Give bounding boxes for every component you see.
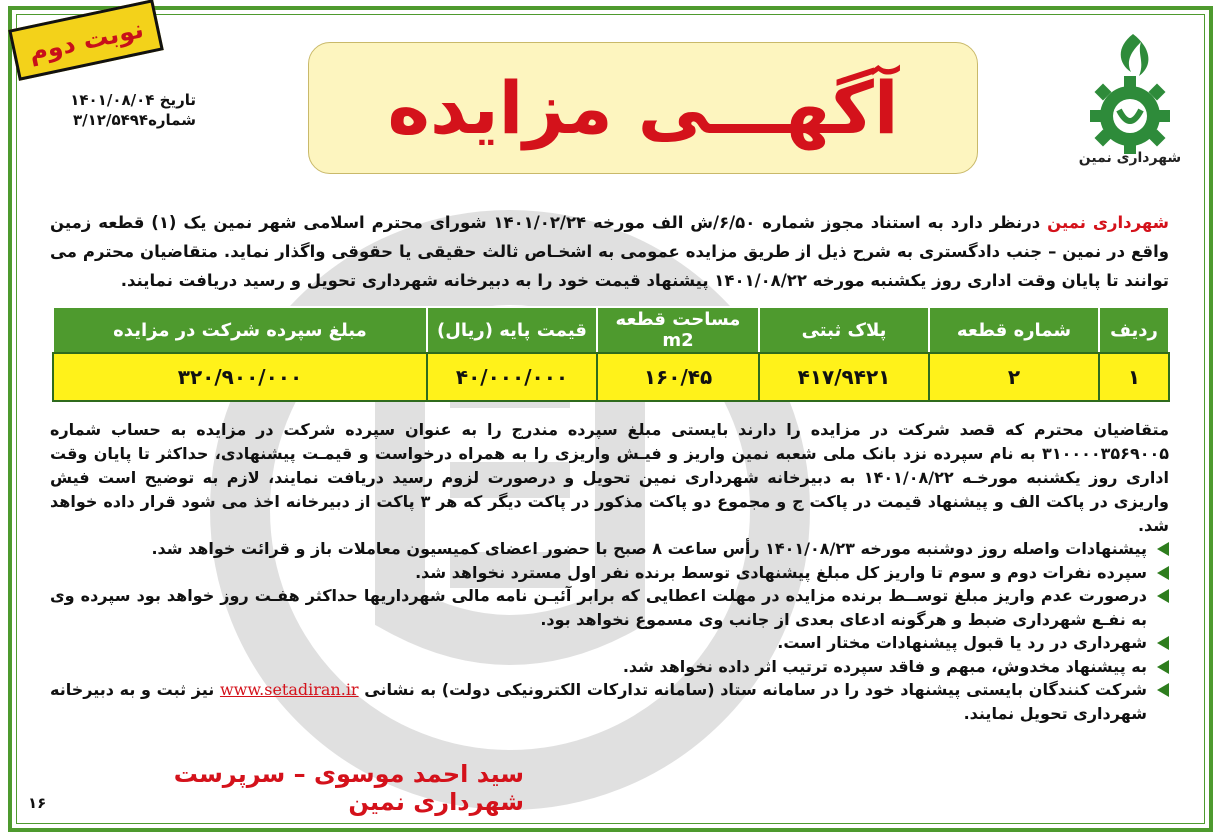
header-row-number: ردیف [1099,307,1169,353]
signature: سید احمد موسوی – سرپرست شهرداری نمین [173,760,524,816]
table-row [53,353,1169,401]
notice-date: تاریخ ۱۴۰۱/۰۸/۰۴ [70,91,196,109]
bullet-arrow-icon [1157,660,1169,674]
page-title: آگهـــی مزایده [387,66,899,150]
bullet-arrow-icon [1157,683,1169,697]
setadiran-link[interactable]: www.setadiran.ir [219,680,359,699]
term-text: درصورت عدم واریز مبلغ توســط برنده مزایده در مهلت اعطایی که برابر آئیـن نامه مالی شهرداریها حداکثر هفـت روز خواهد بود سپرده وی به نفـع شهرداری ضبط و هرگونه ادعای بعدی از جانب وی مسموع نخواهد بود. [50,586,1147,629]
cell-base-price: ۴۰/۰۰۰/۰۰۰ [427,353,597,401]
list-item [50,655,1169,679]
header-base-price: قیمت پایه (ریال) [427,307,597,353]
term-text: به پیشنهاد مخدوش، مبهم و فاقد سپرده ترتیب اثر داده نخواهد شد. [622,656,1147,676]
intro-text: درنظر دارد به استناد مجوز شماره ۶/۵۰/ش الف مورخه ۱۴۰۱/۰۲/۲۴ شورای محترم اسلامی شهر نمین یک (۱) قطعه زمین واقع در نمین – جنب دادگستری به شرح ذیل از طریق مزایده عمومی به اشخـاص ثالث حقیقی یا حقوقی واگذار نماید. متقاضیان محترم می توانند تا پایان وقت اداری روز یکشنبه مورخه ۱۴۰۱/۰۸/۲۲ پیشنهاد قیمت خود را به دبیرخانه شهرداری تحویل و رسید دریافت نمایند. [50,213,1169,290]
header-registry-plate: پلاک ثبتی [759,307,929,353]
list-item [50,537,1169,561]
list-item [50,584,1169,631]
term-text: پیشنهادات واصله روز دوشنبه مورخه ۱۴۰۱/۰۸/۲۳ رأس ساعت ۸ صبح با حضور اعضای کمیسیون معاملات باز و قرائت خواهد شد. [151,539,1147,558]
logo-caption: شهرداری نمین [1078,150,1182,166]
terms-list [50,537,1169,725]
conditions-paragraph: متقاضیان محترم که قصد شرکت در مزایده را دارند بایستی مبلغ سپرده مندرج را به عنوان سپرده شرکت در مزایده به حساب شماره ۳۱۰۰۰۰۳۵۶۹۰۰۵ به نام سپرده نزد بانک ملی شعبه نمین واریز و فیـش واریزی را به همراه درخواست و قیمـت پیشنهادی، حداکثر تا پایان وقت اداری روز یکشنبه مورخـه ۱۴۰۱/۰۸/۲۲ به دبیرخانه شهرداری نمین تحویل و درصورت لزوم رسید دریافت نمایند، لازم به توضیح است فیش واریزی در پاکت الف و پیشنهاد قیمت در پاکت ج و مجموع دو پاکت مذکور در پاکت دیگر که هر ۳ پاکت از دبیرخانه اخذ می شود قرار داده خواهد شد. [50,420,1170,535]
cell-area: ۱۶۰/۴۵ [597,353,759,401]
bullet-arrow-icon [1157,542,1169,556]
date-block [46,90,196,130]
header-lot-number: شماره قطعه [929,307,1099,353]
title-banner [308,42,978,174]
badge-text: نوبت دوم [26,13,146,67]
bullet-arrow-icon [1157,589,1169,603]
intro-brand: شهرداری نمین [1047,213,1169,232]
term-text: شهرداری در رد یا قبول پیشنهادات مختار است. [777,633,1147,652]
notice-number: شماره۳/۱۲/۵۴۹۴ [73,111,196,129]
header-area: مساحت قطعه m2 [597,307,759,353]
term-text: شرکت کنندگان بایستی پیشنهاد خود را در سامانه ستاد (سامانه تدارکات الکترونیکی دولت) به نشانی [358,680,1147,699]
intro-paragraph [50,208,1169,295]
header-deposit: مبلغ سپرده شرکت در مزایده [53,307,427,353]
bullet-arrow-icon [1157,566,1169,580]
table-header-row [53,307,1169,353]
cell-deposit: ۳۲۰/۹۰۰/۰۰۰ [53,353,427,401]
term-text-end: نیز ثبت و به دبیرخانه شهرداری تحویل نمایند. [50,680,1147,723]
lots-table [52,306,1170,402]
term-text: سپرده نفرات دوم و سوم تا واریز کل مبلغ پیشنهادی توسط برنده نفر اول مسترد نخواهد شد. [415,562,1147,582]
list-item [50,561,1169,585]
cell-row-number: ۱ [1099,353,1169,401]
list-item [50,631,1169,655]
page-number: ۱۶ [28,794,47,812]
list-item [50,678,1169,725]
cell-lot-number: ۲ [929,353,1099,401]
bullet-arrow-icon [1157,636,1169,650]
cell-registry-plate: ۴۱۷/۹۴۲۱ [759,353,929,401]
